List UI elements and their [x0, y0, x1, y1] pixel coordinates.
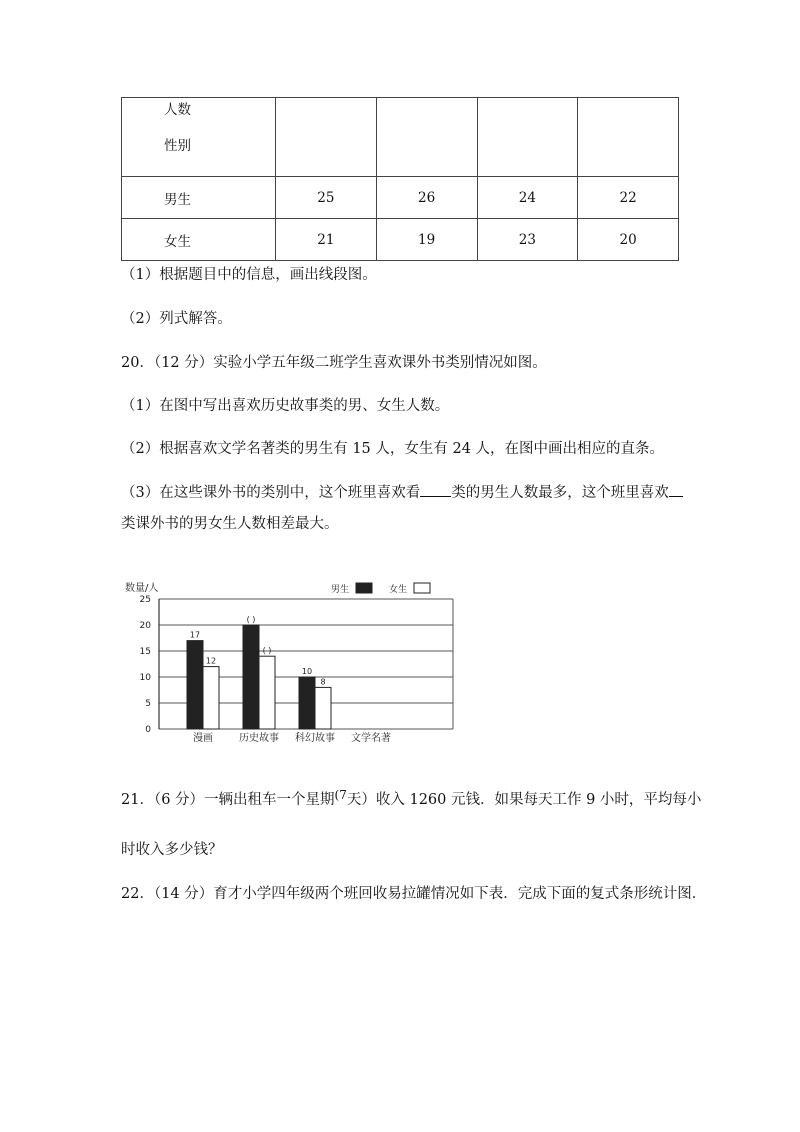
q20-part3	[121, 481, 683, 502]
table-row-girls	[122, 219, 679, 261]
q21-cont: 时收入多少钱？	[121, 842, 223, 858]
q22-stem: 22．（14 分）育才小学四年级两个班回收易拉罐情况如下表．完成下面的复式条形统计图．	[121, 886, 707, 902]
q20-part3-text-b: 类的男生人数最多，这个班里喜欢	[451, 485, 669, 501]
table-cell: 19	[376, 219, 477, 261]
q21-text-a: 21．（6 分）一辆出租车一个星期	[121, 792, 335, 808]
row-label: 女生	[122, 219, 276, 261]
legend-swatch-boys	[356, 583, 372, 593]
legend-label: 女生	[389, 585, 408, 595]
table-row-boys	[122, 177, 679, 219]
bar-girls	[203, 667, 219, 729]
y-tick-label: 10	[139, 673, 151, 683]
table-header-row	[122, 98, 679, 177]
bar-boys	[299, 677, 315, 729]
y-axis-label: 数量/人	[125, 583, 159, 594]
q19-part1: （1）根据题目中的信息，画出线段图。	[121, 267, 377, 283]
table-cell: 26	[376, 177, 477, 219]
bar-value-label: 12	[205, 656, 217, 666]
chart-legend	[331, 583, 430, 595]
header-gender-label: 性别	[164, 138, 191, 154]
q20-part3-cont: 类课外书的男女生人数相差最大。	[121, 516, 339, 532]
table-header-cell	[276, 98, 377, 177]
table-cell: 20	[578, 219, 679, 261]
gender-count-table	[121, 97, 679, 261]
bar-value-label: 10	[301, 667, 313, 676]
bar-value-label: 17	[189, 630, 201, 640]
chart-plot-area	[140, 595, 453, 744]
q20-part3-text-a: （3）在这些课外书的类别中，这个班里喜欢看	[121, 485, 421, 501]
x-category-label: 历史故事	[239, 733, 279, 744]
header-count-label: 人数	[164, 102, 191, 118]
bar-value-label: ( )	[262, 646, 272, 656]
q21-text-b: 天）收入 1260 元钱．如果每天工作 9 小时，平均每小	[346, 792, 702, 808]
bar-girls	[259, 656, 275, 729]
x-category-label: 科幻故事	[295, 733, 335, 744]
q20-stem: 20．（12 分）实验小学五年级二班学生喜欢课外书类别情况如图。	[121, 355, 547, 371]
row-label: 男生	[122, 177, 276, 219]
q20-part1: （1）在图中写出喜欢历史故事类的男、女生人数。	[121, 398, 450, 414]
y-tick-label: 5	[145, 699, 151, 709]
table-cell: 23	[477, 219, 578, 261]
y-tick-label: 15	[139, 647, 151, 657]
table-header-cell	[477, 98, 578, 177]
y-tick-label: 20	[139, 621, 151, 631]
table-header-cell	[376, 98, 477, 177]
q21-stem	[121, 788, 701, 809]
table-corner-cell	[122, 98, 276, 177]
x-category-label: 漫画	[193, 733, 213, 744]
bar-value-label: ( )	[246, 615, 256, 624]
answer-blank[interactable]	[669, 482, 683, 497]
bar-value-label: 8	[320, 677, 326, 687]
bar-girls	[315, 687, 331, 729]
table-cell: 22	[578, 177, 679, 219]
y-tick-label: 0	[145, 725, 151, 735]
table-cell: 21	[276, 219, 377, 261]
bar-boys	[243, 625, 259, 729]
table-cell: 25	[276, 177, 377, 219]
q20-part2: （2）根据喜欢文学名著类的男生有 15 人，女生有 24 人，在图中画出相应的直条。	[121, 441, 665, 457]
x-category-label: 文学名著	[351, 733, 391, 744]
legend-label: 男生	[331, 585, 350, 595]
q19-part2: （2）列式解答。	[121, 311, 232, 327]
table-header-cell	[578, 98, 679, 177]
y-tick-label: 25	[139, 595, 151, 605]
book-preference-bar-chart	[121, 576, 461, 746]
legend-swatch-girls	[414, 583, 430, 593]
bar-boys	[187, 641, 203, 729]
table-cell: 24	[477, 177, 578, 219]
q21-paren: (7	[334, 788, 347, 802]
answer-blank[interactable]	[420, 482, 451, 497]
